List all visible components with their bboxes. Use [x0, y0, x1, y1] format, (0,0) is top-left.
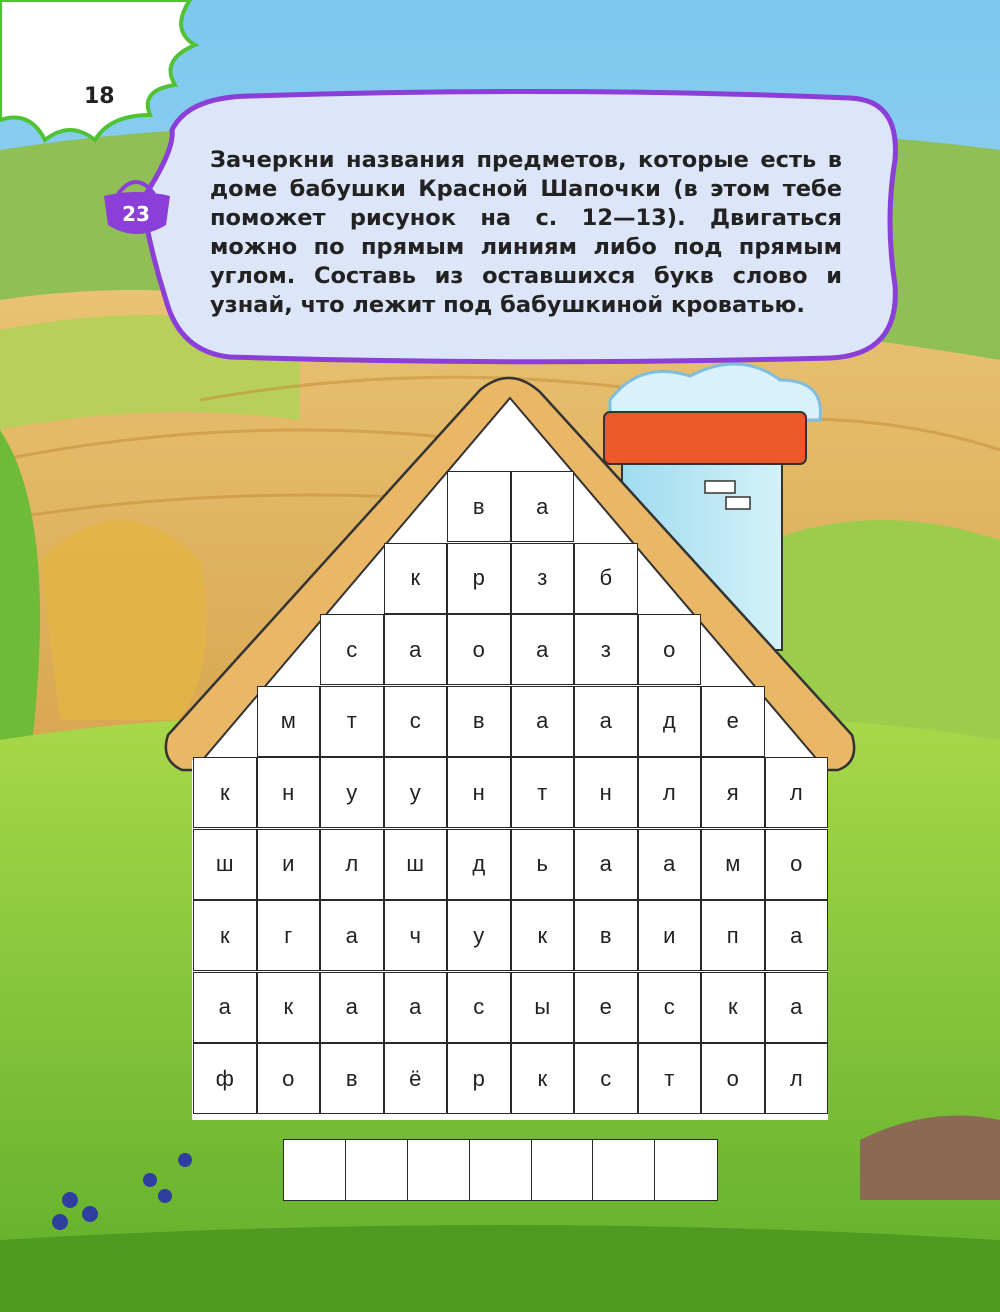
- task-instructions: [168, 112, 872, 352]
- grid-cell[interactable]: а: [320, 900, 384, 971]
- grid-cell[interactable]: о: [257, 1043, 321, 1114]
- grid-cell[interactable]: ш: [193, 829, 257, 900]
- grid-cell[interactable]: а: [511, 614, 575, 685]
- grid-cell[interactable]: з: [511, 543, 575, 614]
- task-number-badge: [102, 194, 170, 236]
- grid-cell[interactable]: ь: [511, 829, 575, 900]
- grid-cell[interactable]: а: [193, 972, 257, 1043]
- task-number: 23: [122, 202, 150, 226]
- grid-cell[interactable]: н: [574, 757, 638, 828]
- grid-cell[interactable]: а: [320, 972, 384, 1043]
- grid-cell[interactable]: о: [638, 614, 702, 685]
- grid-cell[interactable]: о: [701, 1043, 765, 1114]
- answer-slot[interactable]: [592, 1139, 655, 1201]
- answer-slot[interactable]: [283, 1139, 346, 1201]
- grid-cell[interactable]: ё: [384, 1043, 448, 1114]
- grid-cell[interactable]: в: [447, 471, 511, 542]
- grid-cell[interactable]: т: [320, 686, 384, 757]
- grid-cell[interactable]: и: [257, 829, 321, 900]
- grid-cell[interactable]: а: [765, 900, 829, 971]
- grid-cell[interactable]: а: [574, 829, 638, 900]
- grid-cell[interactable]: з: [574, 614, 638, 685]
- grid-cell[interactable]: а: [384, 972, 448, 1043]
- grid-cell[interactable]: л: [765, 1043, 829, 1114]
- grid-cell[interactable]: у: [320, 757, 384, 828]
- grid-cell[interactable]: п: [701, 900, 765, 971]
- grid-cell[interactable]: с: [574, 1043, 638, 1114]
- grid-cell[interactable]: л: [320, 829, 384, 900]
- grid-cell[interactable]: к: [701, 972, 765, 1043]
- grid-cell[interactable]: к: [384, 543, 448, 614]
- grid-cell[interactable]: я: [701, 757, 765, 828]
- grid-cell[interactable]: д: [638, 686, 702, 757]
- grid-cell[interactable]: г: [257, 900, 321, 971]
- grid-cell[interactable]: д: [447, 829, 511, 900]
- grid-cell[interactable]: к: [511, 1043, 575, 1114]
- grid-cell[interactable]: е: [701, 686, 765, 757]
- grid-cell[interactable]: а: [511, 471, 575, 542]
- grid-cell[interactable]: ы: [511, 972, 575, 1043]
- grid-cell[interactable]: ф: [193, 1043, 257, 1114]
- grid-cell[interactable]: е: [574, 972, 638, 1043]
- grid-cell[interactable]: о: [765, 829, 829, 900]
- grid-cell[interactable]: л: [765, 757, 829, 828]
- answer-slot[interactable]: [469, 1139, 532, 1201]
- grid-cell[interactable]: а: [638, 829, 702, 900]
- answer-slot[interactable]: [407, 1139, 470, 1201]
- grid-cell[interactable]: ш: [384, 829, 448, 900]
- grid-cell[interactable]: с: [447, 972, 511, 1043]
- grid-cell[interactable]: н: [447, 757, 511, 828]
- grid-cell[interactable]: м: [701, 829, 765, 900]
- answer-slot[interactable]: [654, 1139, 717, 1201]
- grid-cell[interactable]: у: [384, 757, 448, 828]
- grid-cell[interactable]: в: [320, 1043, 384, 1114]
- task-text: Зачеркни названия предметов, которые есть в доме бабушки Красной Шапочки (в этом тебе поможет рисунок на с. 12—13). Двигаться можно по прямым линиям либо под прямым углом. Составь из оставшихся букв слово и узнай, что лежит под бабушкиной кроватью.: [210, 147, 842, 318]
- grid-cell[interactable]: и: [638, 900, 702, 971]
- grid-cell[interactable]: с: [320, 614, 384, 685]
- grid-cell[interactable]: а: [511, 686, 575, 757]
- grid-cell[interactable]: к: [257, 972, 321, 1043]
- grid-cell[interactable]: с: [638, 972, 702, 1043]
- grid-cell[interactable]: с: [384, 686, 448, 757]
- grid-cell[interactable]: к: [511, 900, 575, 971]
- grid-cell[interactable]: о: [447, 614, 511, 685]
- grid-cell[interactable]: б: [574, 543, 638, 614]
- grid-cell[interactable]: л: [638, 757, 702, 828]
- grid-cell[interactable]: в: [447, 686, 511, 757]
- grid-cell[interactable]: а: [765, 972, 829, 1043]
- grid-cell[interactable]: р: [447, 1043, 511, 1114]
- answer-boxes: [283, 1139, 727, 1201]
- grid-cell[interactable]: м: [257, 686, 321, 757]
- grid-cell[interactable]: к: [193, 900, 257, 971]
- grid-cell[interactable]: а: [384, 614, 448, 685]
- grid-cell[interactable]: т: [511, 757, 575, 828]
- grid-cell[interactable]: н: [257, 757, 321, 828]
- grid-cell[interactable]: ч: [384, 900, 448, 971]
- answer-slot[interactable]: [531, 1139, 594, 1201]
- grid-cell[interactable]: к: [193, 757, 257, 828]
- grid-cell[interactable]: т: [638, 1043, 702, 1114]
- page-number: 18: [84, 84, 115, 109]
- grid-cell[interactable]: у: [447, 900, 511, 971]
- grid-cell[interactable]: в: [574, 900, 638, 971]
- grid-cell[interactable]: р: [447, 543, 511, 614]
- grid-cell[interactable]: а: [574, 686, 638, 757]
- answer-slot[interactable]: [345, 1139, 408, 1201]
